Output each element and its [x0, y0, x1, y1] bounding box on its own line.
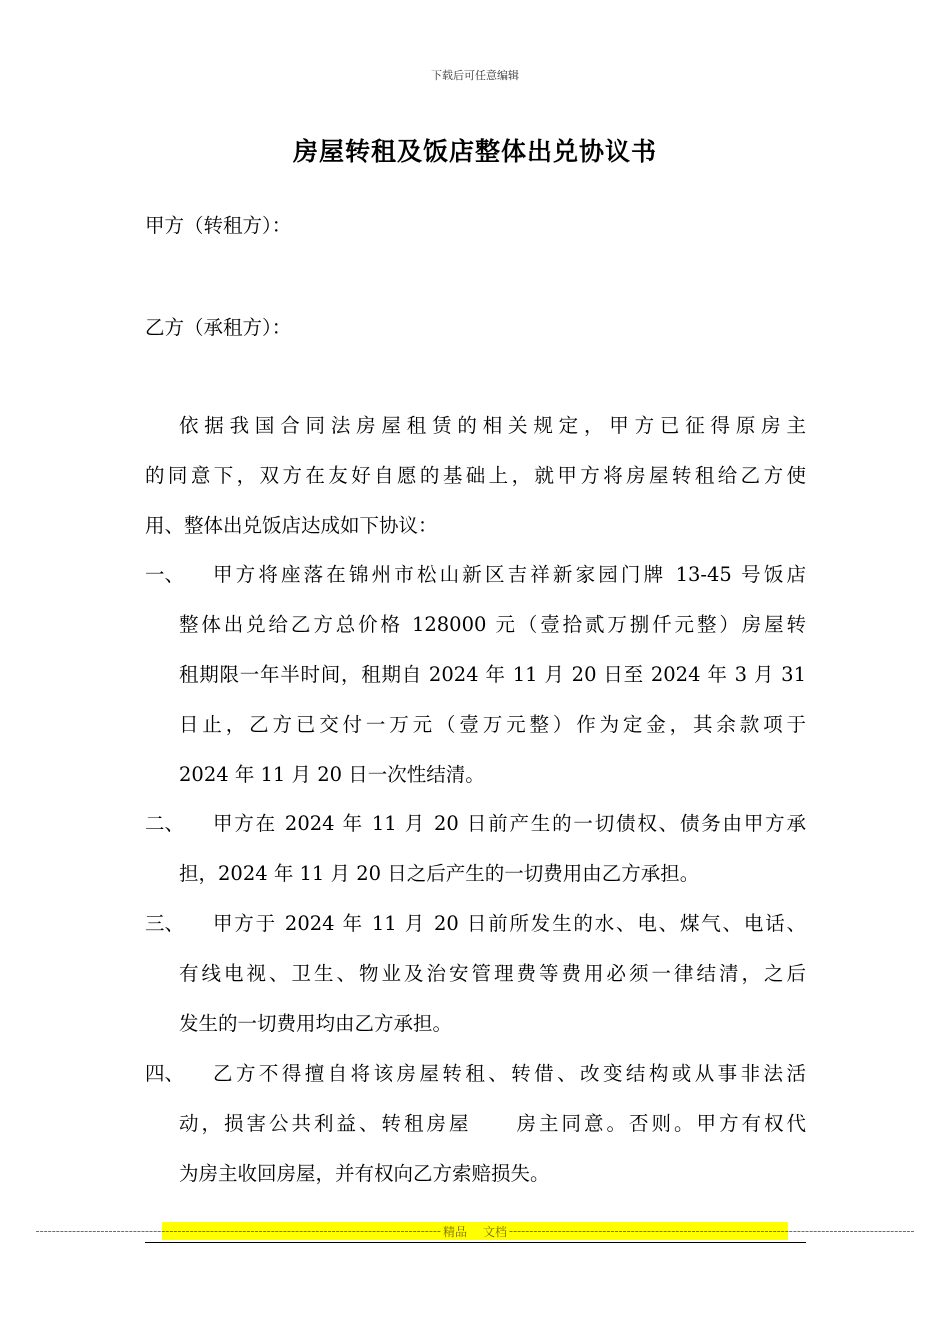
- footer-label-1: 精品: [442, 1224, 467, 1239]
- clause-4-line-2: 动，损害公共利益、转租房屋 房主同意。否则。甲方有权代: [179, 1112, 806, 1135]
- intro-line-2: 的同意下，双方在友好自愿的基础上，就甲方将房屋转租给乙方使: [145, 464, 806, 487]
- clause-2-line-1: 甲方在 2024 年 11 月 20 日前产生的一切债权、债务由甲方承: [213, 812, 806, 835]
- document-title: 房屋转租及饭店整体出兑协议书: [292, 137, 657, 166]
- clause-2-number: 二、: [145, 812, 185, 835]
- clause-4-line-3: 为房主收回房屋，并有权向乙方索赔损失。: [179, 1162, 550, 1185]
- clause-1-line-1: 甲方将座落在锦州市松山新区吉祥新家园门牌 13-45 号饭店: [213, 563, 806, 586]
- clause-1-line-4: 日止，乙方已交付一万元（壹万元整）作为定金，其余款项于: [179, 713, 806, 736]
- footer-dashes-right: ----------------------------------------------------------------------------------------------------: [509, 1224, 915, 1238]
- header-note: 下载后可任意编辑: [431, 69, 519, 82]
- intro-line-3: 用、整体出兑饭店达成如下协议：: [145, 514, 438, 537]
- clause-4-line-1: 乙方不得擅自将该房屋转租、转借、改变结构或从事非法活: [213, 1062, 806, 1085]
- clause-1-line-3: 租期限一年半时间，租期自 2024 年 11 月 20 日至 2024 年 3 月 31: [179, 663, 806, 686]
- intro-line-1: 依据我国合同法房屋租赁的相关规定，甲方已征得原房主: [179, 414, 806, 437]
- clause-3-line-1: 甲方于 2024 年 11 月 20 日前所发生的水、电、煤气、电话、: [213, 912, 806, 935]
- footer-dashes-left: ----------------------------------------------------------------------------------------------------: [35, 1224, 441, 1238]
- clause-4-number: 四、: [145, 1062, 185, 1085]
- footer-label-2: 文档: [483, 1224, 508, 1239]
- party-a-line: 甲方（转租方）：: [145, 214, 292, 237]
- footer-band: [35, 1222, 915, 1240]
- party-b-line: 乙方（承租方）：: [145, 316, 292, 339]
- clause-1-line-5: 2024 年 11 月 20 日一次性结清。: [179, 763, 485, 786]
- clause-3-number: 三、: [145, 912, 185, 935]
- clause-1-line-2: 整体出兑给乙方总价格 128000 元（壹拾贰万捌仟元整）房屋转: [179, 613, 806, 636]
- footer-rule: [145, 1242, 806, 1243]
- clause-3-line-2: 有线电视、卫生、物业及治安管理费等费用必须一律结清，之后: [179, 962, 806, 985]
- clause-1-number: 一、: [145, 563, 185, 586]
- clause-3-line-3: 发生的一切费用均由乙方承担。: [179, 1012, 453, 1035]
- clause-2-line-2: 担，2024 年 11 月 20 日之后产生的一切费用由乙方承担。: [179, 862, 700, 885]
